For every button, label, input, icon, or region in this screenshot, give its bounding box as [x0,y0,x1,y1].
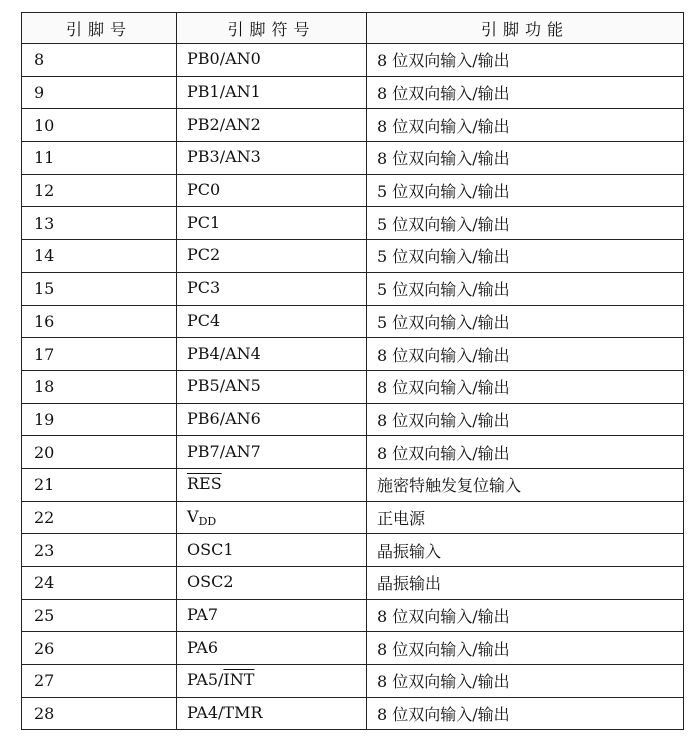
pin-symbol-text: PC0 [187,180,221,200]
pin-symbol-cell [177,403,367,436]
pin-number-cell: 23 [22,534,177,567]
pin-symbol-cell [177,567,367,600]
table-row [22,109,684,142]
pin-symbol-cell [177,468,367,501]
pin-function-cell: 8 位双向输入/输出 [367,403,684,436]
table-row [22,534,684,567]
pin-symbol-text: PA4/TMR [187,703,263,723]
pin-symbol-text: PC3 [187,278,221,298]
table-row [22,44,684,77]
pin-function-cell: 8 位双向输入/输出 [367,436,684,469]
pin-symbol-cell [177,207,367,240]
table-row [22,567,684,600]
pin-function-cell: 5 位双向输入/输出 [367,174,684,207]
table-row [22,142,684,175]
pin-function-cell: 8 位双向输入/输出 [367,632,684,665]
pin-function-cell: 8 位双向输入/输出 [367,665,684,698]
pin-number-cell: 19 [22,403,177,436]
table-row [22,599,684,632]
pin-symbol-cell [177,697,367,730]
table-row [22,403,684,436]
pin-function-cell: 正电源 [367,501,684,534]
pin-function-cell: 5 位双向输入/输出 [367,207,684,240]
table-row [22,501,684,534]
pin-number-cell: 20 [22,436,177,469]
header-pin-symbol: 引脚符号 [177,13,367,44]
pin-number-cell: 10 [22,109,177,142]
pin-number-cell: 11 [22,142,177,175]
pin-symbol-text: PB7/AN7 [187,441,261,461]
pin-number-cell: 12 [22,174,177,207]
pin-symbol-cell [177,44,367,77]
pin-function-cell: 8 位双向输入/输出 [367,44,684,77]
pin-function-cell: 晶振输入 [367,534,684,567]
pin-function-cell: 5 位双向输入/输出 [367,305,684,338]
table-header [22,13,684,44]
pin-symbol-text: PC2 [187,245,221,265]
pin-symbol-text: PB4/AN4 [187,343,261,363]
pin-symbol-subscript: DD [198,514,217,528]
table-row [22,370,684,403]
pin-symbol-cell [177,501,367,534]
pin-symbol-text: OSC1 [187,539,234,559]
pin-symbol-text: V [187,506,199,526]
table-row [22,207,684,240]
table-row [22,305,684,338]
pin-symbol-cell [177,338,367,371]
pin-function-cell: 8 位双向输入/输出 [367,338,684,371]
pin-symbol-cell [177,436,367,469]
pin-symbol-cell [177,240,367,273]
pin-function-cell: 8 位双向输入/输出 [367,142,684,175]
pin-symbol-text: PC4 [187,310,221,330]
pin-symbol-text: PC1 [187,212,221,232]
pin-number-cell: 21 [22,468,177,501]
pin-number-cell: 25 [22,599,177,632]
table-row [22,338,684,371]
pin-number-cell: 14 [22,240,177,273]
pin-number-cell: 18 [22,370,177,403]
pin-symbol-cell [177,109,367,142]
pin-symbol-cell [177,534,367,567]
table-row [22,76,684,109]
pin-function-cell: 5 位双向输入/输出 [367,240,684,273]
table-row [22,240,684,273]
pin-number-cell: 15 [22,272,177,305]
header-pin-function: 引脚功能 [367,13,684,44]
pin-number-cell: 8 [22,44,177,77]
table-row [22,272,684,305]
pin-symbol-text: PB2/AN2 [187,114,261,134]
pin-symbol-text: PA7 [187,605,219,625]
pin-table [21,12,684,730]
pin-symbol-cell [177,76,367,109]
pin-number-cell: 26 [22,632,177,665]
pin-symbol-cell [177,632,367,665]
pin-symbol-text: PB1/AN1 [187,82,261,102]
pin-symbol-text: OSC2 [187,572,234,592]
table-row [22,468,684,501]
pin-symbol-text: PB0/AN0 [187,49,261,69]
pin-symbol-overline-text: $\overline{INT}$ [223,670,255,690]
pin-symbol-text: PB6/AN6 [187,408,261,428]
pin-function-cell: 8 位双向输入/输出 [367,76,684,109]
pin-number-cell: 16 [22,305,177,338]
pin-function-cell: 8 位双向输入/输出 [367,697,684,730]
pin-symbol-text: PB5/AN5 [187,376,261,396]
pin-function-cell: 施密特触发复位输入 [367,468,684,501]
pin-number-cell: 28 [22,697,177,730]
table-row [22,436,684,469]
pin-number-cell: 22 [22,501,177,534]
pin-number-cell: 9 [22,76,177,109]
pin-symbol-cell [177,370,367,403]
pin-symbol-text: PB3/AN3 [187,147,261,167]
pin-symbol-cell [177,305,367,338]
table-row [22,697,684,730]
pin-symbol-cell [177,272,367,305]
table-row [22,632,684,665]
pin-symbol-text: PA5/ [187,670,224,690]
pin-number-cell: 17 [22,338,177,371]
pin-symbol-cell [177,599,367,632]
table-row [22,174,684,207]
pin-function-cell: 5 位双向输入/输出 [367,272,684,305]
pin-number-cell: 27 [22,665,177,698]
pin-symbol-cell [177,142,367,175]
pin-symbol-cell [177,174,367,207]
pin-symbol-overline-text: $\overline{RES}$ [187,474,222,494]
header-pin-number: 引脚号 [22,13,177,44]
table-body [22,44,684,730]
pin-function-cell: 8 位双向输入/输出 [367,599,684,632]
pin-number-cell: 24 [22,567,177,600]
pin-function-cell: 8 位双向输入/输出 [367,109,684,142]
header-row [22,13,684,44]
table-row [22,665,684,698]
pin-function-cell: 8 位双向输入/输出 [367,370,684,403]
pin-symbol-cell [177,665,367,698]
pin-symbol-text: PA6 [187,637,219,657]
pin-number-cell: 13 [22,207,177,240]
pin-function-cell: 晶振输出 [367,567,684,600]
